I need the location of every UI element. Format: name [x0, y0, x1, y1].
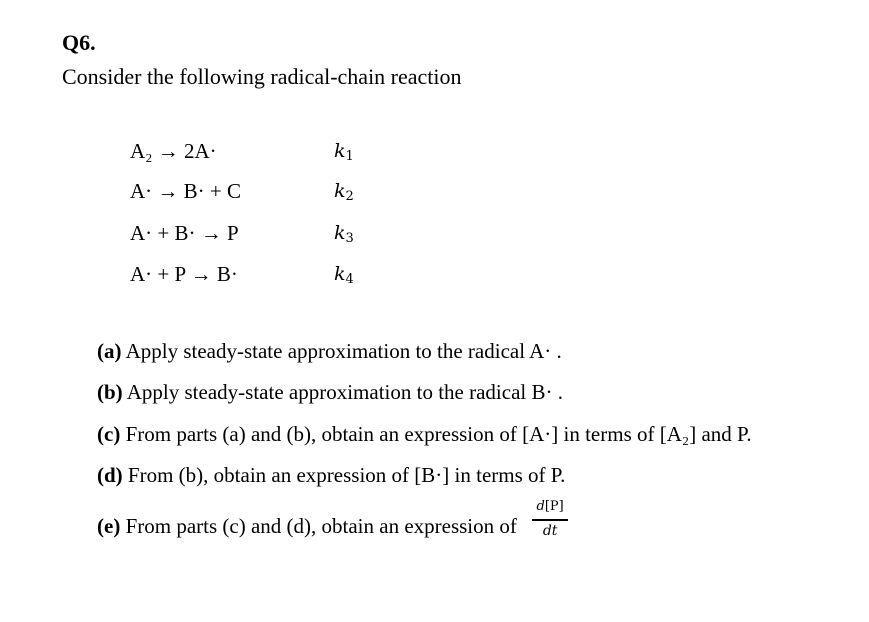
part-c	[97, 419, 752, 449]
rate-constant: $k_1$	[334, 140, 354, 164]
rate-fraction	[530, 498, 570, 542]
part-d	[97, 460, 565, 490]
reaction-equation: A· + P → B·	[130, 262, 238, 286]
part-label: (a)	[97, 339, 122, 363]
part-label: (e)	[97, 513, 121, 538]
part-label: (d)	[97, 463, 123, 487]
part-e	[97, 499, 570, 539]
part-b	[97, 377, 563, 407]
part-text: From parts (c) and (d), obtain an expression of	[120, 513, 517, 538]
rate-constant: $k_2$	[334, 180, 354, 204]
part-text: Apply steady-state approximation to the radical B· .	[122, 380, 563, 404]
rate-constant: $k_3$	[334, 222, 354, 246]
reaction-equation: A₂ → 2A·	[130, 139, 217, 163]
part-label: (b)	[97, 380, 123, 404]
fraction-numerator: d[P]	[536, 499, 564, 514]
question-intro: Consider the following radical-chain reaction	[62, 64, 462, 89]
question-number: Q6.	[62, 30, 96, 55]
fraction-bar	[532, 519, 568, 521]
part-label: (c)	[97, 422, 121, 446]
part-text: From (b), obtain an expression of [B·] in terms of P.	[122, 463, 566, 487]
part-text: Apply steady-state approximation to the radical A· .	[121, 339, 562, 363]
part-text: From parts (a) and (b), obtain an expression of [A·] in terms of [A₂] and P.	[120, 422, 752, 446]
fraction-denominator: dt	[542, 523, 558, 539]
reaction-equation: A· → B· + C	[130, 179, 242, 203]
reaction-equation: A· + B· → P	[130, 221, 239, 245]
part-a	[97, 336, 562, 366]
rate-constant: $k_4$	[334, 263, 354, 287]
